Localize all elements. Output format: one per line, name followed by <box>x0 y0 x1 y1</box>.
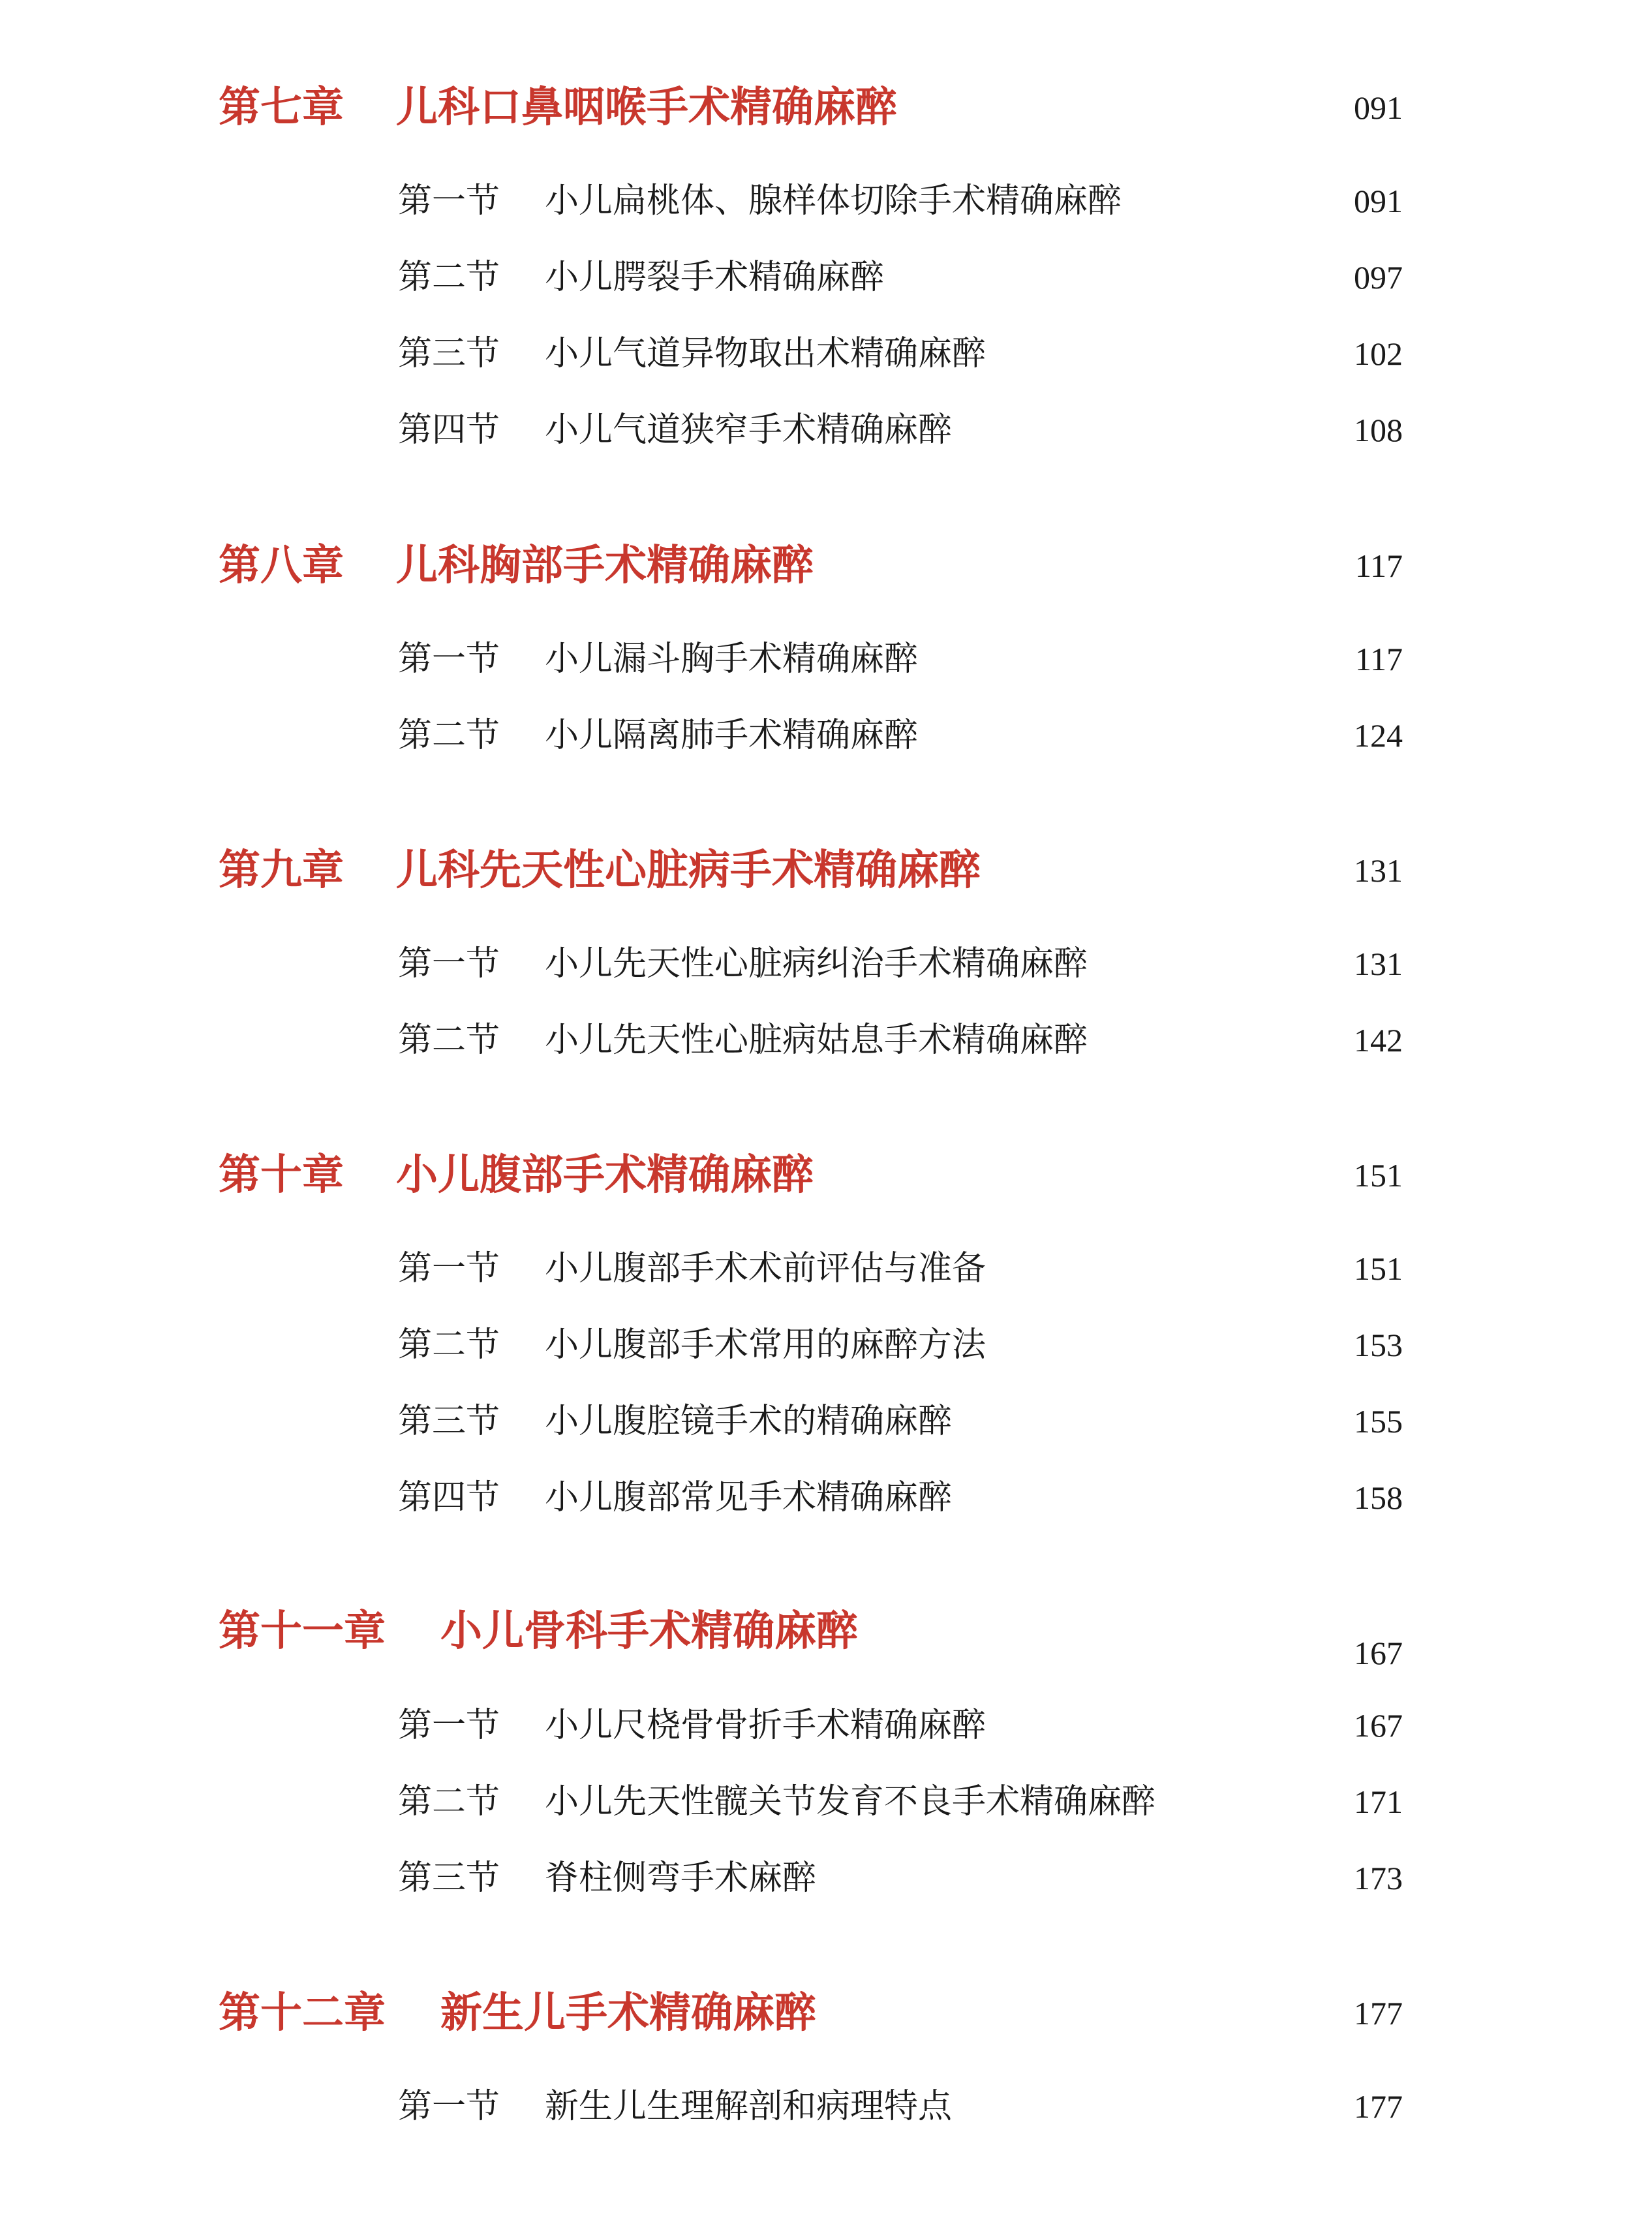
chapter-label: 第十章 <box>219 1151 344 1199</box>
chapter-heading[interactable] <box>0 1143 1652 1221</box>
section-label: 第二节 <box>398 1325 500 1365</box>
chapter-title: 小儿腹部手术精确麻醉 <box>396 1151 814 1199</box>
chapter-page-number: 117 <box>1354 548 1403 584</box>
section-entry[interactable] <box>0 245 1652 310</box>
chapter-heading[interactable] <box>0 533 1652 611</box>
section-page-number: 153 <box>1354 1327 1403 1363</box>
chapter-heading[interactable] <box>0 1599 1652 1677</box>
chapter-label: 第八章 <box>219 542 344 590</box>
section-page-number: 142 <box>1354 1022 1403 1058</box>
chapter-heading[interactable] <box>0 838 1652 916</box>
section-title: 小儿腭裂手术精确麻醉 <box>545 258 885 297</box>
section-entry[interactable] <box>0 1389 1652 1454</box>
chapter-title: 小儿骨科手术精确麻醉 <box>440 1607 858 1656</box>
section-page-number: 173 <box>1354 1860 1403 1896</box>
section-entry[interactable] <box>0 626 1652 692</box>
section-page-number: 124 <box>1354 717 1403 754</box>
section-page-number: 155 <box>1354 1403 1403 1440</box>
section-label: 第一节 <box>398 640 500 679</box>
section-title: 小儿先天性髋关节发育不良手术精确麻醉 <box>545 1782 1156 1821</box>
section-label: 第四节 <box>398 1478 500 1517</box>
section-label: 第三节 <box>398 1402 500 1441</box>
section-title: 小儿尺桡骨骨折手术精确麻醉 <box>545 1706 987 1745</box>
section-label: 第一节 <box>398 181 500 221</box>
section-label: 第一节 <box>398 1706 500 1745</box>
chapter-page-number: 151 <box>1354 1157 1403 1194</box>
section-page-number: 158 <box>1354 1479 1403 1516</box>
chapter-title: 儿科先天性心脏病手术精确麻醉 <box>396 846 981 895</box>
section-page-number: 117 <box>1354 641 1403 677</box>
section-label: 第二节 <box>398 716 500 755</box>
section-entry[interactable] <box>0 1769 1652 1834</box>
chapter-label: 第十二章 <box>219 1989 386 2037</box>
chapter-label: 第七章 <box>219 84 344 132</box>
section-entry[interactable] <box>0 1236 1652 1301</box>
section-page-number: 151 <box>1354 1250 1403 1287</box>
section-entry[interactable] <box>0 1845 1652 1911</box>
section-label: 第四节 <box>398 410 500 450</box>
section-entry[interactable] <box>0 397 1652 463</box>
section-page-number: 102 <box>1354 335 1403 372</box>
section-entry[interactable] <box>0 1008 1652 1073</box>
section-page-number: 171 <box>1354 1783 1403 1820</box>
section-entry[interactable] <box>0 931 1652 996</box>
section-label: 第一节 <box>398 944 500 983</box>
section-title: 小儿扁桃体、腺样体切除手术精确麻醉 <box>545 181 1122 221</box>
section-label: 第二节 <box>398 1782 500 1821</box>
section-entry[interactable] <box>0 1465 1652 1530</box>
section-title: 小儿腹部常见手术精确麻醉 <box>545 1478 953 1517</box>
chapter-title: 儿科口鼻咽喉手术精确麻醉 <box>396 84 897 132</box>
chapter-page-number: 167 <box>1354 1635 1403 1671</box>
section-title: 小儿腹腔镜手术的精确麻醉 <box>545 1402 953 1441</box>
section-title: 小儿先天性心脏病姑息手术精确麻醉 <box>545 1021 1088 1060</box>
section-entry[interactable] <box>0 321 1652 386</box>
section-title: 小儿腹部手术术前评估与准备 <box>545 1249 987 1288</box>
section-title: 新生儿生理解剖和病理特点 <box>545 2087 953 2126</box>
chapter-page-number: 131 <box>1354 852 1403 889</box>
section-title: 小儿隔离肺手术精确麻醉 <box>545 716 919 755</box>
section-entry[interactable] <box>0 1693 1652 1758</box>
section-page-number: 097 <box>1354 259 1403 296</box>
section-page-number: 091 <box>1354 183 1403 219</box>
chapter-heading[interactable] <box>0 1981 1652 2059</box>
chapter-title: 儿科胸部手术精确麻醉 <box>396 542 814 590</box>
chapter-title: 新生儿手术精确麻醉 <box>440 1989 816 2037</box>
section-label: 第一节 <box>398 2087 500 2126</box>
section-entry[interactable] <box>0 1312 1652 1378</box>
section-title: 小儿先天性心脏病纠治手术精确麻醉 <box>545 944 1088 983</box>
chapter-label: 第九章 <box>219 846 344 895</box>
section-title: 小儿气道异物取出术精确麻醉 <box>545 334 987 373</box>
section-label: 第二节 <box>398 258 500 297</box>
section-title: 小儿腹部手术常用的麻醉方法 <box>545 1325 987 1365</box>
section-page-number: 177 <box>1354 2088 1403 2125</box>
section-title: 小儿漏斗胸手术精确麻醉 <box>545 640 919 679</box>
section-label: 第三节 <box>398 334 500 373</box>
section-label: 第一节 <box>398 1249 500 1288</box>
chapter-page-number: 091 <box>1354 89 1403 126</box>
section-title: 小儿气道狭窄手术精确麻醉 <box>545 410 953 450</box>
section-entry[interactable] <box>0 2074 1652 2139</box>
section-page-number: 167 <box>1354 1707 1403 1744</box>
section-entry[interactable] <box>0 168 1652 234</box>
section-page-number: 108 <box>1354 412 1403 448</box>
section-entry[interactable] <box>0 703 1652 768</box>
chapter-heading[interactable] <box>0 75 1652 153</box>
chapter-label: 第十一章 <box>219 1607 386 1656</box>
section-label: 第二节 <box>398 1021 500 1060</box>
chapter-page-number: 177 <box>1354 1995 1403 2031</box>
section-page-number: 131 <box>1354 946 1403 982</box>
section-title: 脊柱侧弯手术麻醉 <box>545 1859 817 1898</box>
section-label: 第三节 <box>398 1859 500 1898</box>
